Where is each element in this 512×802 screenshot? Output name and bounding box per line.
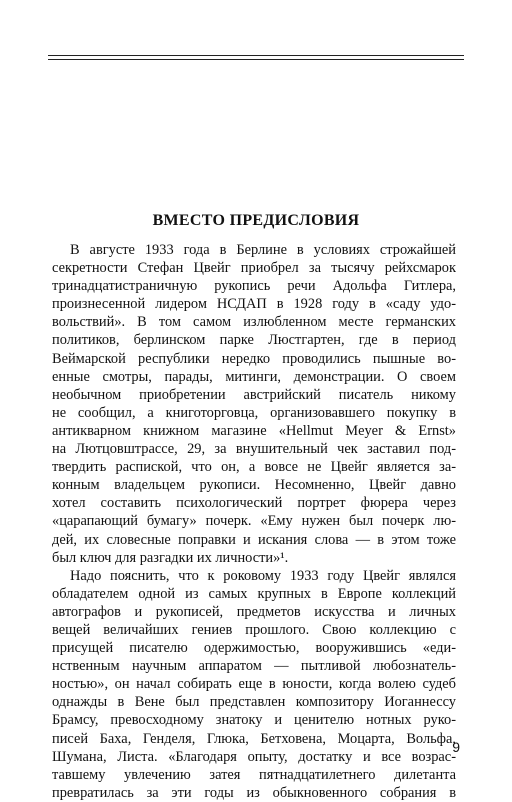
text-line: Надо пояснить, что к роковому 1933 году Цвейг являлся	[70, 567, 456, 584]
text-line: тринадцатистраничную рукопись речи Адольфа Гитлера,	[52, 278, 456, 295]
text-line: «царапающий бумагу» почерк. «Ему нужен был почерк лю-	[52, 513, 456, 530]
text-line: произнесенной лидером НСДАП в 1928 году в «саду удо-	[52, 296, 456, 313]
text-line: ностью», он начал собирать еще в юности, когда волею судеб	[52, 676, 456, 693]
text-line: был ключ для разгадки их личности»¹.	[52, 549, 289, 566]
text-line: Веймарской республики нередко проводились пышные во-	[52, 350, 456, 367]
text-line: вольствий». В том самом излюбленном месте германских	[52, 314, 456, 331]
text-line: конным владельцем рукописи. Несомненно, Цвейг давно	[52, 477, 456, 494]
text-line: хотел составить психологический портрет фюрера через	[52, 495, 456, 512]
text-line: необычном приобретении австрийский писатель никому	[52, 386, 456, 403]
body-text	[52, 241, 456, 802]
text-line: енные смотры, парады, митинги, демонстрации. О своем	[52, 368, 456, 385]
text-line: Шумана, Листа. «Благодаря опыту, достатку и все возрас-	[52, 748, 456, 765]
text-line: твердить распиской, что он, а вовсе не Цвейг является за-	[52, 459, 456, 476]
text-line: Брамсу, превосходному знатоку и ценителю нотных руко-	[52, 712, 456, 729]
text-line: нственным научным аппаратом — пытливой любознатель-	[52, 658, 456, 675]
text-line: тавшему увлечению затея пятнадцатилетнего дилетанта	[52, 766, 456, 783]
text-line: превратилась за эти годы из обыкновенного собрания в	[52, 784, 456, 801]
text-line: не сообщил, а книготорговца, организовавшего покупку в	[52, 404, 456, 421]
text-line: на Лютцовштрассе, 29, за внушительный чек заставил под-	[52, 441, 456, 458]
text-line: секретности Стефан Цвейг приобрел за тысячу рейхсмарок	[52, 260, 456, 277]
text-line: дей, их словесные поправки и искания слова — в этом тоже	[52, 531, 456, 548]
text-line: антикварном книжном магазине «Hellmut Meyer & Ernst»	[52, 422, 456, 439]
text-line: вещей величайших гениев прошлого. Свою коллекцию с	[52, 621, 456, 638]
text-line: писей Баха, Генделя, Глюка, Бетховена, Моцарта, Вольфа,	[52, 730, 456, 747]
text-line: присущей писателю одержимостью, вооружившись «еди-	[52, 640, 456, 657]
header-rule	[48, 55, 464, 60]
text-line: В августе 1933 года в Берлине в условиях строжайшей	[70, 242, 456, 258]
text-line: политиков, берлинском парке Люстгартен, где в период	[52, 332, 456, 349]
chapter-heading: ВМЕСТО ПРЕДИСЛОВИЯ	[152, 212, 360, 229]
text-line: автографов и рукописей, предметов искусства и личных	[52, 603, 456, 620]
page-number: 9	[452, 739, 460, 755]
text-line: однажды в Вене был представлен композитору Иоганнессу	[52, 694, 456, 711]
text-line: обладателем одной из самых крупных в Европе коллекций	[52, 585, 456, 602]
